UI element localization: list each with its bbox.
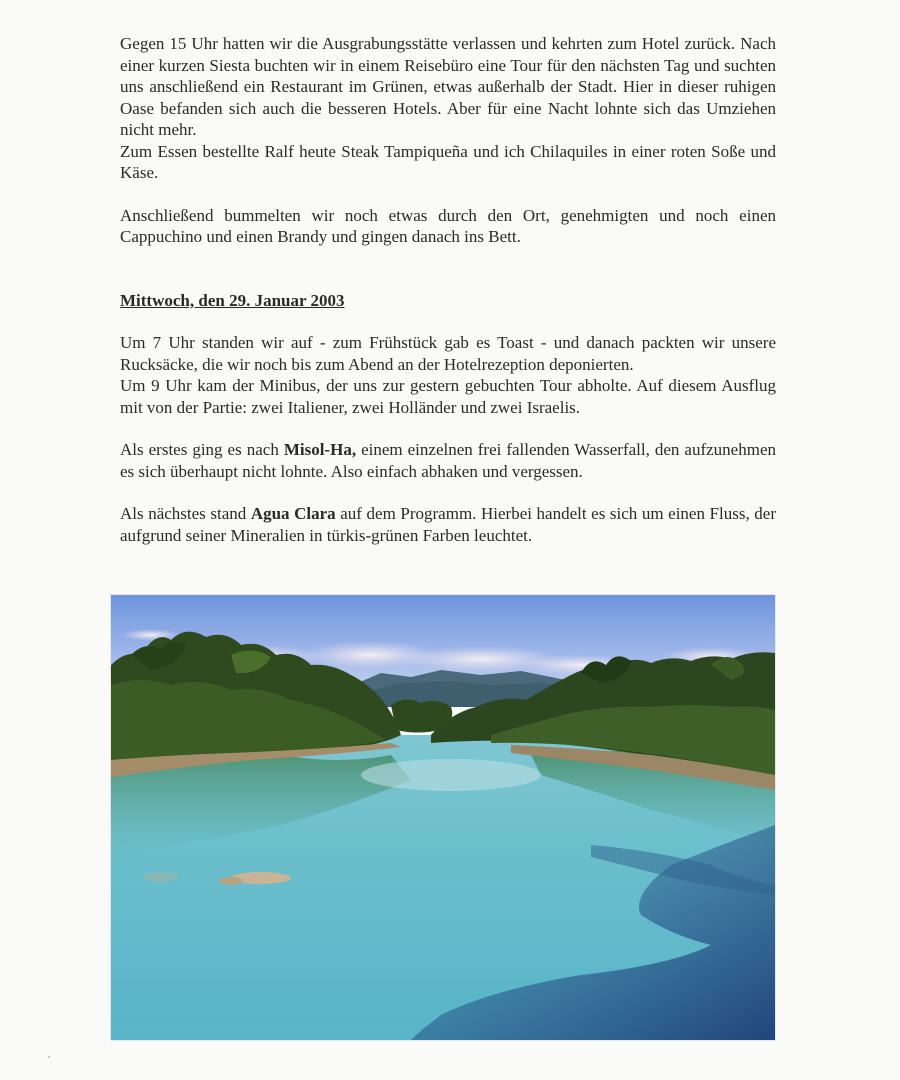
date-heading: Mittwoch, den 29. Januar 2003 [120,290,345,310]
paragraph-return-hotel: Gegen 15 Uhr hatten wir die Ausgrabungsstätte verlassen und kehrten zum Hotel zurück. Nach einer kurzen Siesta buchten wir in einem Reisebüro eine Tour für den nächsten Tag und suchten uns anschließend ein Restaurant im Grünen, etwas außerhalb der Stadt. Hier in dieser ruhigen Oase befanden sich auch die besseren Hotels. Aber für eine Nacht lohnte sich das Umziehen nicht mehr. [120,34,776,139]
diary-text [120,33,776,546]
agua-clara-text-after: auf dem Programm. Hierbei handelt es sich um einen Fluss, der aufgrund seiner Mineralien in türkis-grünen Farben leuchtet. [120,504,776,545]
misol-ha-text-after: einem einzelnen frei fallenden Wasserfall, den aufzunehmen es sich überhaupt nicht lohnte. Also einfach abhaken und vergessen. [120,440,776,481]
agua-clara-text-before: Als nächstes stand [120,504,251,523]
paragraph-dinner: Zum Essen bestellte Ralf heute Steak Tampiqueña und ich Chilaquiles in einer roten Soße und Käse. [120,141,776,182]
paragraph-minibus: Um 9 Uhr kam der Minibus, der uns zur gestern gebuchten Tour abholte. Auf diesem Ausflug mit von der Partie: zwei Italiener, zwei Holländer und zwei Israelis. [120,376,776,417]
paragraph-agua-clara [120,503,776,546]
paragraph-misol-ha [120,439,776,482]
agua-clara-photo [111,595,775,1040]
place-name-agua-clara: Agua Clara [250,504,336,523]
paragraph-morning: Um 7 Uhr standen wir auf - zum Frühstück gab es Toast - und danach packten wir unsere Rucksäcke, die wir noch bis zum Abend an der Hotelrezeption deponierten. [120,333,776,374]
scan-speck [48,1056,50,1058]
paragraph-evening: Anschließend bummelten wir noch etwas durch den Ort, genehmigten und noch einen Cappuchino und einen Brandy und gingen danach ins Bett. [120,205,776,246]
place-name-misol-ha: Misol-Ha, [283,440,357,459]
misol-ha-text-before: Als erstes ging es nach [120,440,284,459]
